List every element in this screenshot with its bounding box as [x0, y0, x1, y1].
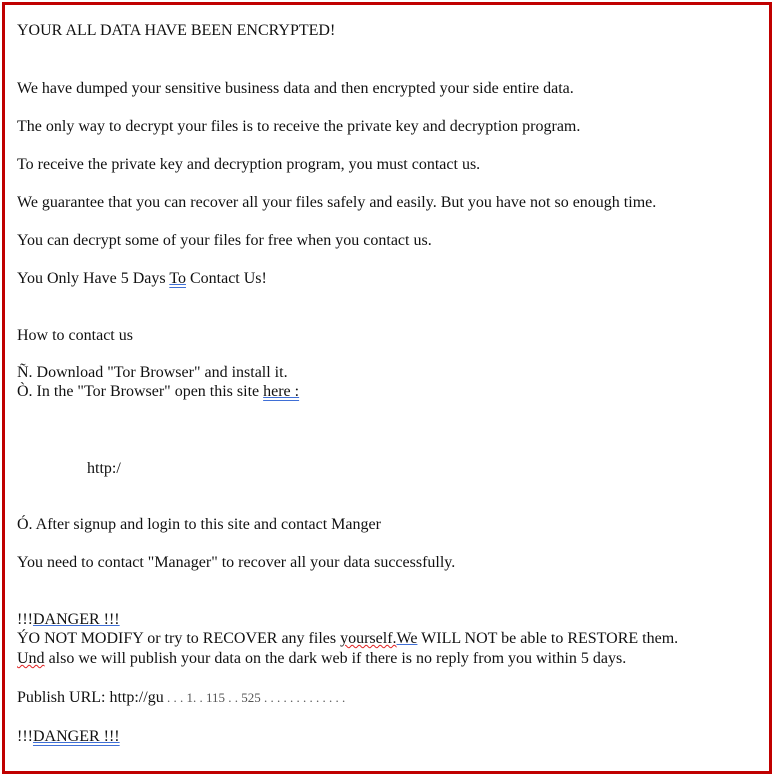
step-open-site-text: Ò. In the "Tor Browser" open this site	[17, 383, 264, 400]
ransom-note	[5, 5, 769, 771]
ransom-note-frame	[2, 2, 772, 774]
warning-we: We	[396, 630, 418, 647]
paragraph-contact-manager: You need to contact "Manager" to recover all your data successfully.	[17, 554, 456, 571]
danger-bangs-2: !!!	[17, 728, 33, 745]
how-to-contact-heading: How to contact us	[17, 327, 133, 344]
here-link[interactable]: here :	[263, 383, 300, 400]
warning-und: Und	[17, 650, 45, 667]
onion-url-redacted	[125, 470, 685, 478]
danger-bangs-1: !!!	[17, 611, 33, 628]
paragraph-receive-key: To receive the private key and decryption program, you must contact us.	[17, 156, 481, 173]
warning-publish-threat	[17, 649, 626, 669]
warning-text-b: WILL NOT be able to RESTORE them.	[417, 630, 679, 647]
publish-url	[17, 688, 345, 708]
publish-url-text[interactable]: Publish URL: http://gu	[17, 689, 164, 706]
step-download-tor: Ñ. Download "Tor Browser" and install it.	[17, 364, 288, 381]
note-title: YOUR ALL DATA HAVE BEEN ENCRYPTED!	[17, 22, 336, 39]
warning-text-a: ÝO NOT MODIFY or try to RECOVER any files	[17, 630, 341, 647]
paragraph-deadline	[17, 269, 267, 289]
danger-heading-2	[17, 727, 120, 747]
warning-publish-text: also we will publish your data on the dark web if there is no reply from you within 5 days.	[44, 650, 627, 667]
deadline-text-a: You Only Have 5 Days	[17, 270, 170, 287]
paragraph-dumped: We have dumped your sensitive business data and then encrypted your side entire data.	[17, 80, 574, 97]
paragraph-only-way: The only way to decrypt your files is to receive the private key and decryption program.	[17, 118, 581, 135]
publish-url-fragment: . . . 1. . 115 . . 525 . . . . . . . . . . . . .	[163, 690, 346, 705]
paragraph-guarantee: We guarantee that you can recover all your files safely and easily. But you have not so enough time.	[17, 194, 657, 211]
paragraph-free-decrypt: You can decrypt some of your files for free when you contact us.	[17, 232, 432, 249]
deadline-to-word: To	[169, 270, 186, 287]
warning-yourself: yourself.	[340, 630, 397, 647]
onion-url[interactable]: http:/	[87, 460, 121, 477]
danger-word-1: DANGER !!!	[32, 611, 120, 628]
danger-heading-1	[17, 610, 120, 630]
step-signup: Ó. After signup and login to this site and contact Manger	[17, 516, 381, 533]
deadline-text-b: Contact Us!	[185, 270, 267, 287]
danger-word-2: DANGER !!!	[32, 728, 120, 745]
warning-do-not-modify	[17, 629, 678, 649]
step-open-site	[17, 382, 299, 402]
